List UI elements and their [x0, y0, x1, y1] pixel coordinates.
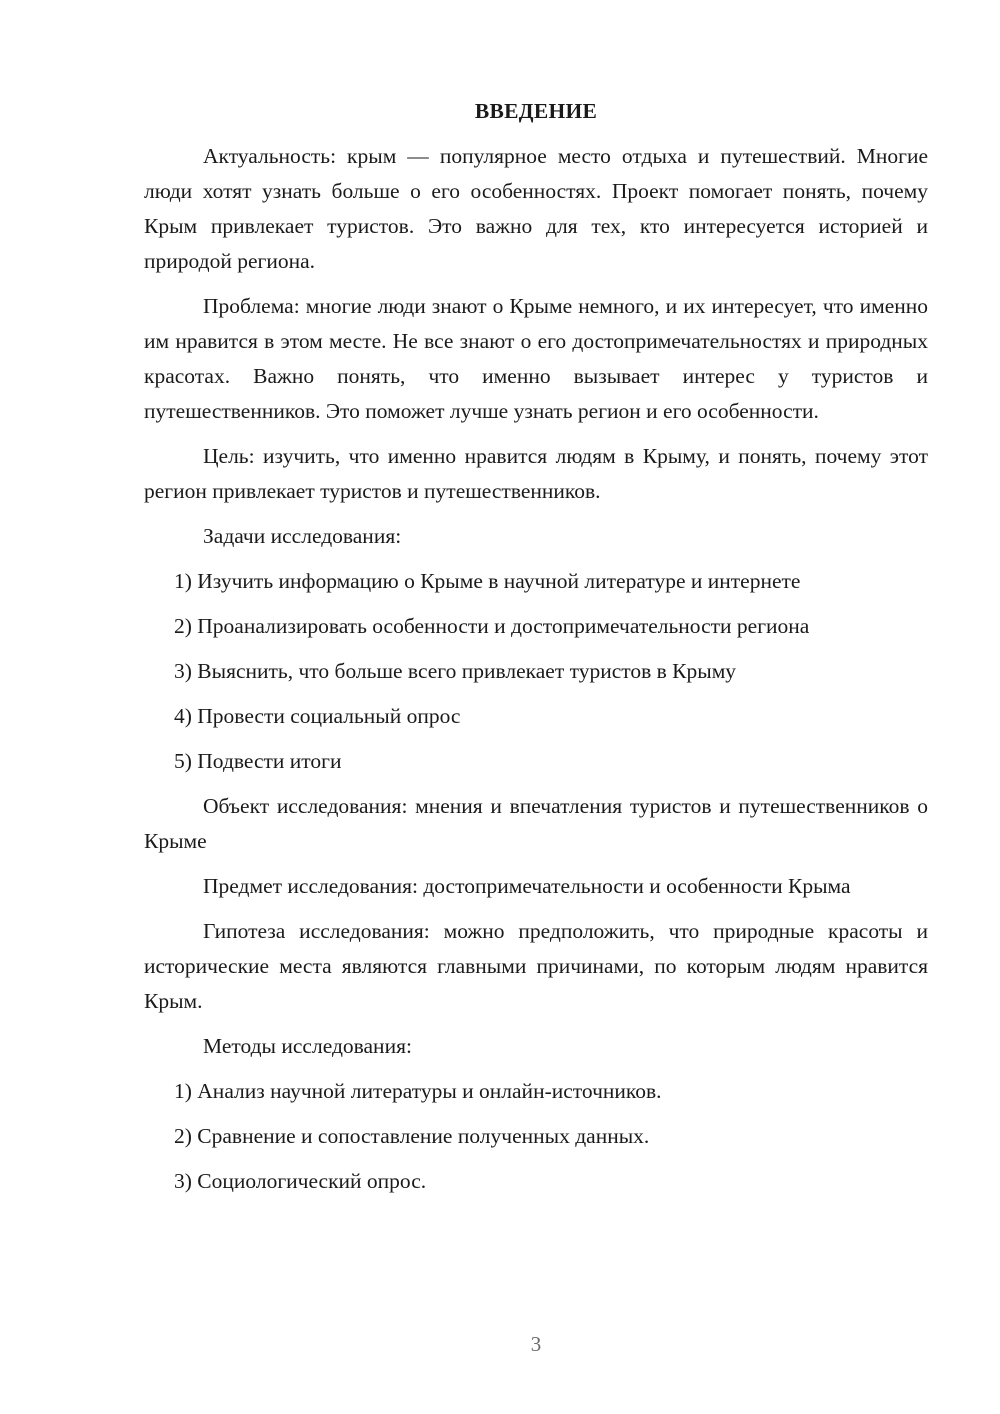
list-item: 3) Выяснить, что больше всего привлекает туристов в Крыму [174, 659, 737, 683]
document-page [144, 94, 928, 1209]
paragraph-hypothesis: Гипотеза исследования: можно предположить, что природные красоты и исторические места являются главными причинами, по которым людям нравится Крым. [144, 919, 928, 1013]
paragraph-relevance: Актуальность: крым — популярное место отдыха и путешествий. Многие люди хотят узнать больше о его особенностях. Проект помогает понять, почему Крым привлекает туристов. Это важно для тех, кто интересуется историей и природой региона. [144, 144, 928, 273]
list-item: 3) Социологический опрос. [174, 1169, 427, 1193]
list-item: 2) Сравнение и сопоставление полученных данных. [174, 1124, 650, 1148]
tasks-list [144, 564, 928, 779]
list-item: 4) Провести социальный опрос [174, 704, 461, 728]
list-item: 5) Подвести итоги [174, 749, 342, 773]
list-item: 1) Анализ научной литературы и онлайн-источников. [174, 1079, 662, 1103]
paragraph-object: Объект исследования: мнения и впечатления туристов и путешественников о Крыме [144, 794, 928, 853]
list-item: 1) Изучить информацию о Крыме в научной литературе и интернете [174, 569, 801, 593]
page-number: 3 [530, 1332, 542, 1356]
paragraph-subject: Предмет исследования: достопримечательности и особенности Крыма [203, 874, 851, 898]
methods-heading: Методы исследования: [203, 1034, 412, 1058]
paragraph-problem: Проблема: многие люди знают о Крыме немного, и их интересует, что именно им нравится в этом месте. Не все знают о его достопримечательностях и природных красотах. Важно понять, что именно вызывает интерес у туристов и путешественников. Это поможет лучше узнать регион и его особенности. [144, 294, 928, 423]
list-item: 2) Проанализировать особенности и достопримечательности региона [174, 614, 810, 638]
tasks-heading: Задачи исследования: [203, 524, 402, 548]
page-title: ВВЕДЕНИЕ [474, 99, 598, 123]
methods-list [144, 1074, 928, 1199]
paragraph-goal: Цель: изучить, что именно нравится людям в Крыму, и понять, почему этот регион привлекает туристов и путешественников. [144, 444, 928, 503]
